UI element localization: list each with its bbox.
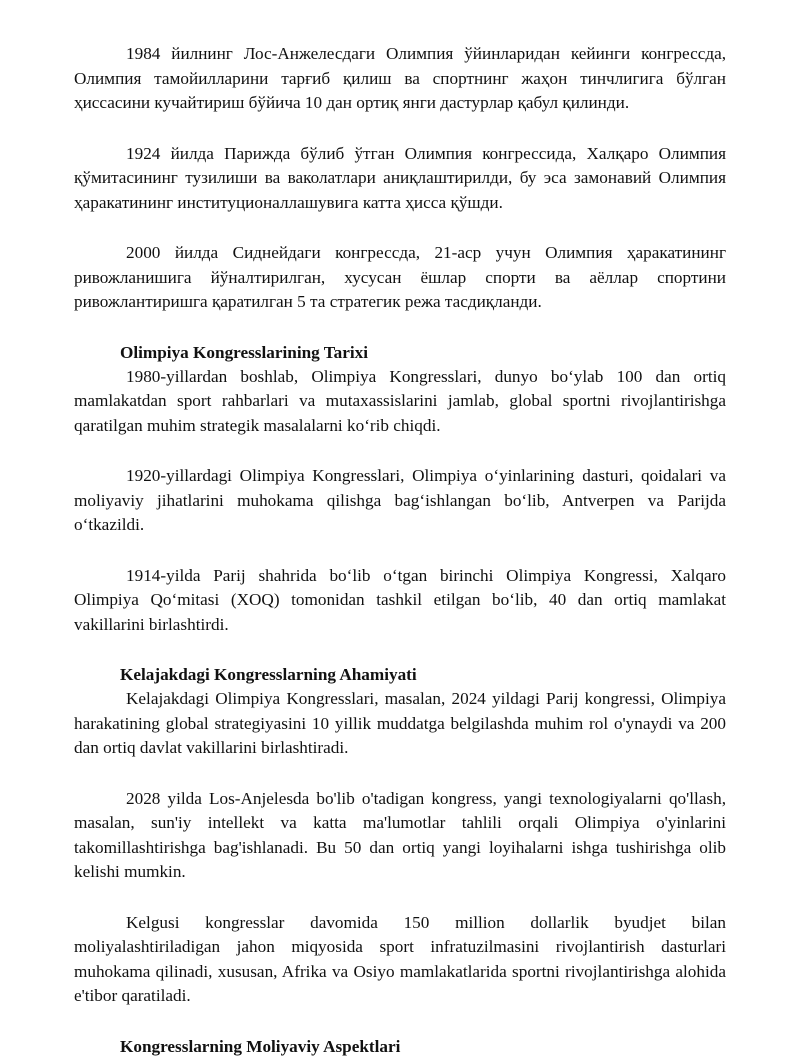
paragraph-2028-la: 2028 yilda Los-Anjelesda bo'lib o'tadigan kongress, yangi texnologiyalarni qo'llash, masalan, sun'iy intellekt va katta ma'lumotlar tahlili orqali Olimpiya o'yinlarini takomillashtirishga bag'ishlanadi. Bu 50 dan ortiq yangi loyihalarni ishga tushirishga olib kelishi mumkin. (74, 788, 726, 881)
paragraph-1984-congress: 1984 йилнинг Лос-Анжелесдаги Олимпия ўйинларидан кейинги конгрессда, Олимпия тамойилларини тарғиб қилиш ва спортнинг жаҳон тинчлигига бўлган ҳиссасини кучайтириш бўйича 10 дан ортиқ янги дастурлар қабул қилинди. (74, 44, 726, 112)
paragraph-1920s: 1920-yillardagi Olimpiya Kongresslari, Olimpiya o‘yinlarining dasturi, qoidalari va moliyaviy jihatlarini muhokama qilishga bag‘ishlangan bo‘lib, Antverpen va Parijda o‘tkazildi. (74, 466, 726, 534)
paragraph-1914: 1914-yilda Parij shahrida bo‘lib o‘tgan birinchi Olimpiya Kongressi, Xalqaro Olimpiya Qo‘mitasi (XOQ) tomonidan tashkil etilgan bo‘lib, 40 dan ortiq mamlakat vakillarini birlashtirdi. (74, 565, 726, 634)
section-heading-future: Kelajakdagi Kongresslarning Ahamiyati (120, 665, 417, 684)
paragraph-2024-paris: Kelajakdagi Olimpiya Kongresslari, masalan, 2024 yildagi Parij kongressi, Olimpiya harakatining global strategiyasini 10 yillik muddatga belgilashda muhim rol o'ynaydi va 200 dan ortiq davlat vakillarini birlashtiradi. (74, 689, 726, 757)
paragraph-1924-congress: 1924 йилда Парижда бўлиб ўтган Олимпия конгрессида, Халқаро Олимпия қўмитасининг тузилиши ва ваколатлари аниқлаштирилди, бу эса замонавий Олимпия ҳаракатининг институционаллашувига катта ҳисса қўшди. (74, 143, 726, 212)
section-heading-history: Olimpiya Kongresslarining Tarixi (120, 342, 368, 362)
section-heading-finance: Kongresslarning Moliyaviy Aspektlari (120, 1036, 401, 1056)
paragraph-2000-congress: 2000 йилда Сиднейдаги конгрессда, 21-аср учун Олимпия ҳаракатининг ривожланишига йўналтирилган, хусусан ёшлар спорти ва аёллар спортини ривожлантиришга қаратилган 5 та стратегик режа тасдиқланди. (74, 243, 726, 311)
paragraph-1980s: 1980-yillardan boshlab, Olimpiya Kongresslari, dunyo bo‘ylab 100 dan ortiq mamlakatdan sport rahbarlari va mutaxassislarini jamlab, global sportni rivojlantirishga qaratilgan muhim strategik masalalarni ko‘rib chiqdi. (74, 366, 726, 435)
paragraph-budget: Kelgusi kongresslar davomida 150 million dollarlik byudjet bilan moliyalashtiriladigan jahon miqyosida sport infratuzilmasini rivojlantirish dasturlari muhokama qilinadi, xususan, Afrika va Osiyo mamlakatlarida sportni rivojlantirishga alohida e'tibor qaratiladi. (74, 912, 726, 1005)
